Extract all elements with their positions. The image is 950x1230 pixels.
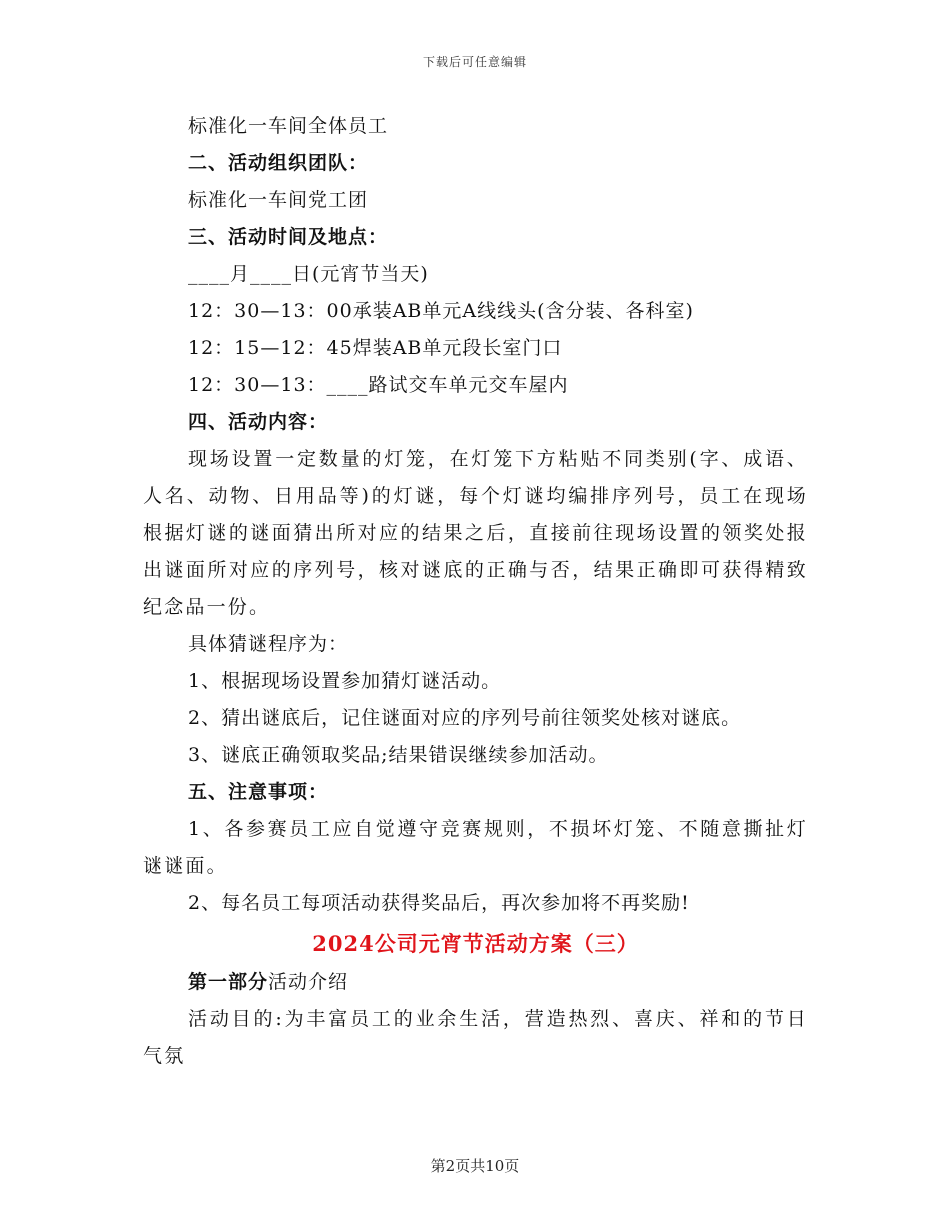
part-heading: [143, 964, 808, 1001]
section-heading-time-place: 三、活动时间及地点：: [188, 226, 389, 248]
note-1: 1、各参赛员工应自觉遵守竞赛规则，不损坏灯笼、不随意撕扯灯谜谜面。: [143, 818, 808, 877]
page-footer: 第2页共10页: [430, 1157, 520, 1175]
content-paragraph: 现场设置一定数量的灯笼，在灯笼下方粘贴不同类别(字、成语、人名、动物、日用品等)的灯谜，每个灯谜均编排序列号，员工在现场根据灯谜的谜面猜出所对应的结果之后，直接前往现场设置的领奖处报出谜面所对应的序列号，核对谜底的正确与否，结果正确即可获得精致纪念品一份。: [143, 448, 808, 618]
document-body: [143, 108, 808, 1075]
page-header: 下载后可任意编辑: [422, 55, 527, 69]
part-heading-rest: 活动介绍: [268, 971, 349, 993]
part-heading-bold: 第一部分: [188, 971, 269, 993]
purpose-paragraph: 活动目的:为丰富员工的业余生活，营造热烈、喜庆、祥和的节日气氛: [143, 1008, 808, 1067]
procedure-step-1: 1、根据现场设置参加猜灯谜活动。: [188, 670, 502, 692]
date-text: ____月____日(元宵节当天): [188, 263, 429, 285]
note-2: 2、每名员工每项活动获得奖品后，再次参加将不再奖励!: [188, 892, 690, 914]
procedure-step-3: 3、谜底正确领取奖品;结果错误继续参加活动。: [188, 744, 609, 766]
section-title: 2024公司元宵节活动方案（三）: [312, 931, 639, 956]
schedule-line-1: 12：30—13：00承装AB单元A线线头(含分装、各科室): [188, 300, 694, 322]
team-text: 标准化一车间党工团: [188, 189, 369, 211]
section-heading-notes: 五、注意事项：: [188, 781, 329, 803]
section-heading-team: 二、活动组织团队：: [188, 152, 369, 174]
procedure-label: 具体猜谜程序为：: [188, 633, 349, 655]
schedule-line-2: 12：15—12：45焊装AB单元段长室门口: [188, 337, 563, 359]
schedule-line-3: 12：30—13：____路试交车单元交车屋内: [188, 374, 569, 396]
procedure-step-2: 2、猜出谜底后，记住谜面对应的序列号前往领奖处核对谜底。: [188, 707, 742, 729]
participants-text: 标准化一车间全体员工: [188, 115, 389, 137]
section-heading-content: 四、活动内容：: [188, 411, 329, 433]
